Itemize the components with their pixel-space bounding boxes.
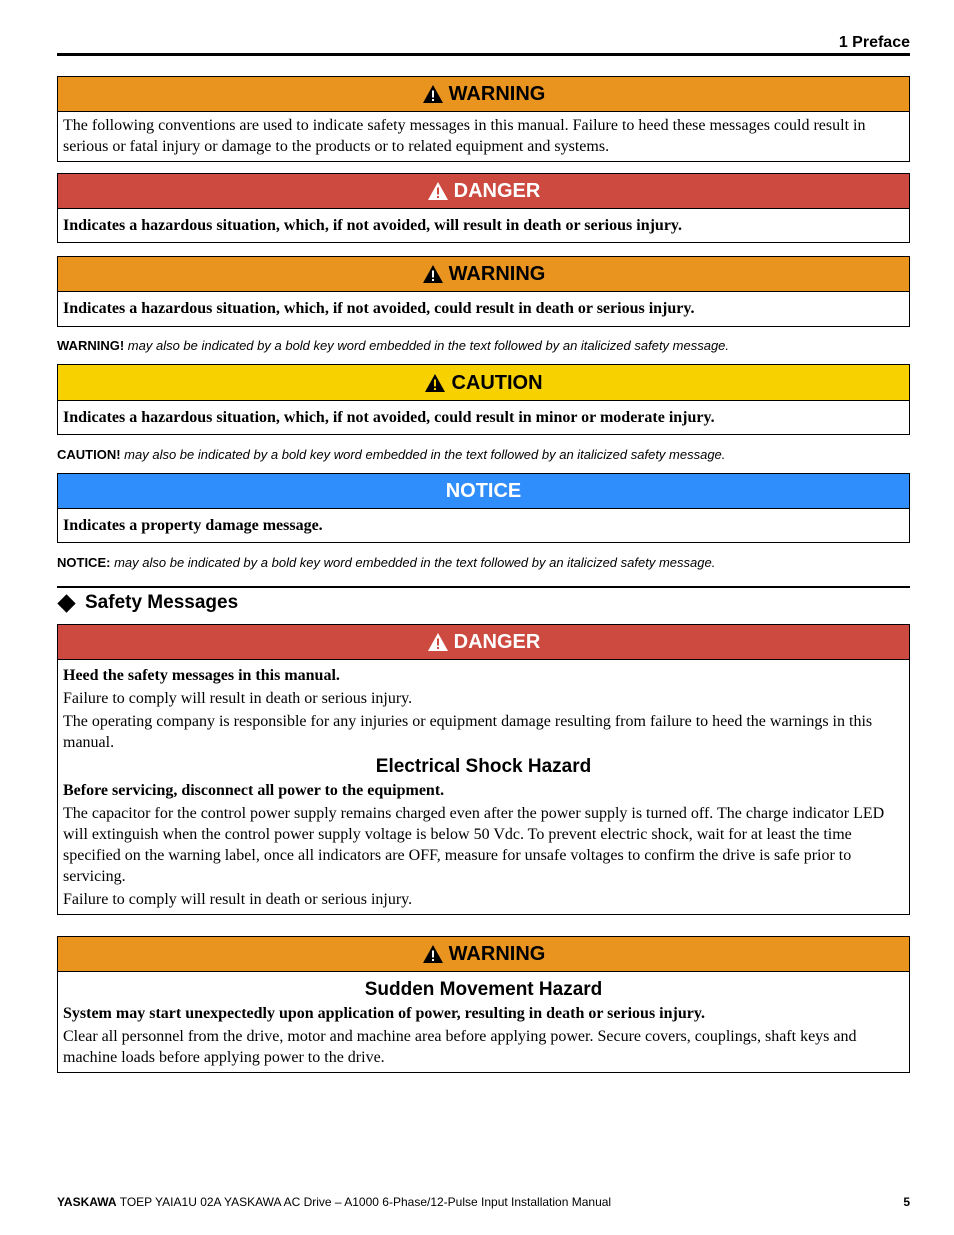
danger-consequence: Failure to comply will result in death or serious injury. [63, 690, 413, 707]
hazard-consequence: Failure to comply will result in death or serious injury. [63, 891, 413, 908]
caution-keyword: CAUTION! [57, 447, 121, 462]
caution-definition-box [57, 364, 910, 435]
warning-triangle-icon [427, 632, 449, 652]
hazard-detail: Clear all personnel from the drive, motor and machine area before applying power. Secure covers, couplings, shaft keys and machine loads before applying power to the drive. [63, 1028, 857, 1066]
danger-bar [58, 625, 909, 660]
danger-message-box [57, 624, 910, 915]
notice-text: Indicates a property damage message. [63, 517, 323, 534]
page-header [57, 33, 910, 56]
caution-note-text: may also be indicated by a bold key word embedded in the text followed by an italicized safety message. [124, 447, 726, 462]
danger-label: DANGER [453, 180, 541, 202]
warning-message-body [58, 972, 909, 1072]
intro-warning-box [57, 76, 910, 162]
notice-note-text: may also be indicated by a bold key word embedded in the text followed by an italicized safety message. [114, 555, 716, 570]
notice-definition-box [57, 473, 910, 543]
warning-keyword: WARNING! [57, 338, 125, 353]
warning-triangle-icon [422, 264, 444, 284]
hazard-subheading: Sudden Movement Hazard [364, 979, 603, 1000]
warning-body [58, 292, 909, 326]
warning-label: WARNING [448, 263, 546, 285]
hazard-lead: System may start unexpectedly upon application of power, resulting in death or serious injury. [63, 1005, 705, 1022]
warning-message-box [57, 936, 910, 1073]
caution-body [58, 401, 909, 434]
danger-message-body [58, 660, 909, 914]
notice-note [57, 555, 917, 571]
warning-note-text: may also be indicated by a bold key word embedded in the text followed by an italicized safety message. [127, 338, 730, 353]
warning-bar [58, 77, 909, 112]
hazard-subheading: Electrical Shock Hazard [375, 756, 592, 777]
hazard-lead: Before servicing, disconnect all power to the equipment. [63, 782, 445, 799]
hazard-detail: The capacitor for the control power supply remains charged even after the power supply is turned off. The charge indicator LED will extinguish when the control power supply voltage is below 50 Vdc. To prevent electric shock, wait for at least the time specified on the warning label, once all indicators are OFF, measure for unsafe voltages to confirm the drive is safe prior to servicing. [63, 805, 885, 885]
notice-keyword: NOTICE: [57, 555, 111, 570]
warning-note [57, 338, 917, 354]
page-number: 5 [903, 1195, 910, 1209]
caution-note [57, 447, 917, 463]
danger-lead: Heed the safety messages in this manual. [63, 667, 340, 684]
caution-label: CAUTION [451, 371, 543, 394]
section-heading [57, 586, 910, 618]
warning-bar [58, 257, 909, 292]
warning-triangle-icon [424, 373, 446, 393]
caution-bar [58, 365, 909, 401]
danger-responsibility: The operating company is responsible for any injuries or equipment damage resulting from failure to heed the warnings in this manual. [63, 713, 873, 751]
warning-definition-box [57, 256, 910, 327]
page-footer [57, 1193, 910, 1211]
notice-label: NOTICE [445, 480, 522, 502]
notice-body [58, 509, 909, 542]
danger-definition-box [57, 173, 910, 243]
section-title: 1 Preface [838, 34, 910, 51]
warning-triangle-icon [427, 181, 449, 201]
intro-text: The following conventions are used to indicate safety messages in this manual. Failure to heed these messages could result in serious or fatal injury or damage to the products or to related equipment and systems. [63, 117, 866, 155]
warning-label: WARNING [448, 943, 546, 965]
footer-text: TOEP YAIA1U 02A YASKAWA AC Drive – A1000 6-Phase/12-Pulse Input Installation Manual [119, 1195, 612, 1209]
diamond-bullet-icon [57, 594, 75, 612]
warning-label: WARNING [448, 83, 546, 105]
warning-triangle-icon [422, 944, 444, 964]
warning-text: Indicates a hazardous situation, which, if not avoided, could result in death or serious injury. [63, 300, 695, 317]
danger-bar [58, 174, 909, 209]
notice-bar [58, 474, 909, 509]
caution-text: Indicates a hazardous situation, which, if not avoided, could result in minor or moderate injury. [63, 409, 715, 426]
danger-body [58, 209, 909, 242]
warning-bar [58, 937, 909, 972]
danger-label: DANGER [453, 631, 541, 653]
warning-body [58, 112, 909, 161]
section-title: Safety Messages [85, 592, 239, 613]
warning-triangle-icon [422, 84, 444, 104]
danger-text: Indicates a hazardous situation, which, if not avoided, will result in death or serious injury. [63, 217, 683, 234]
footer-brand: YASKAWA [57, 1195, 117, 1209]
